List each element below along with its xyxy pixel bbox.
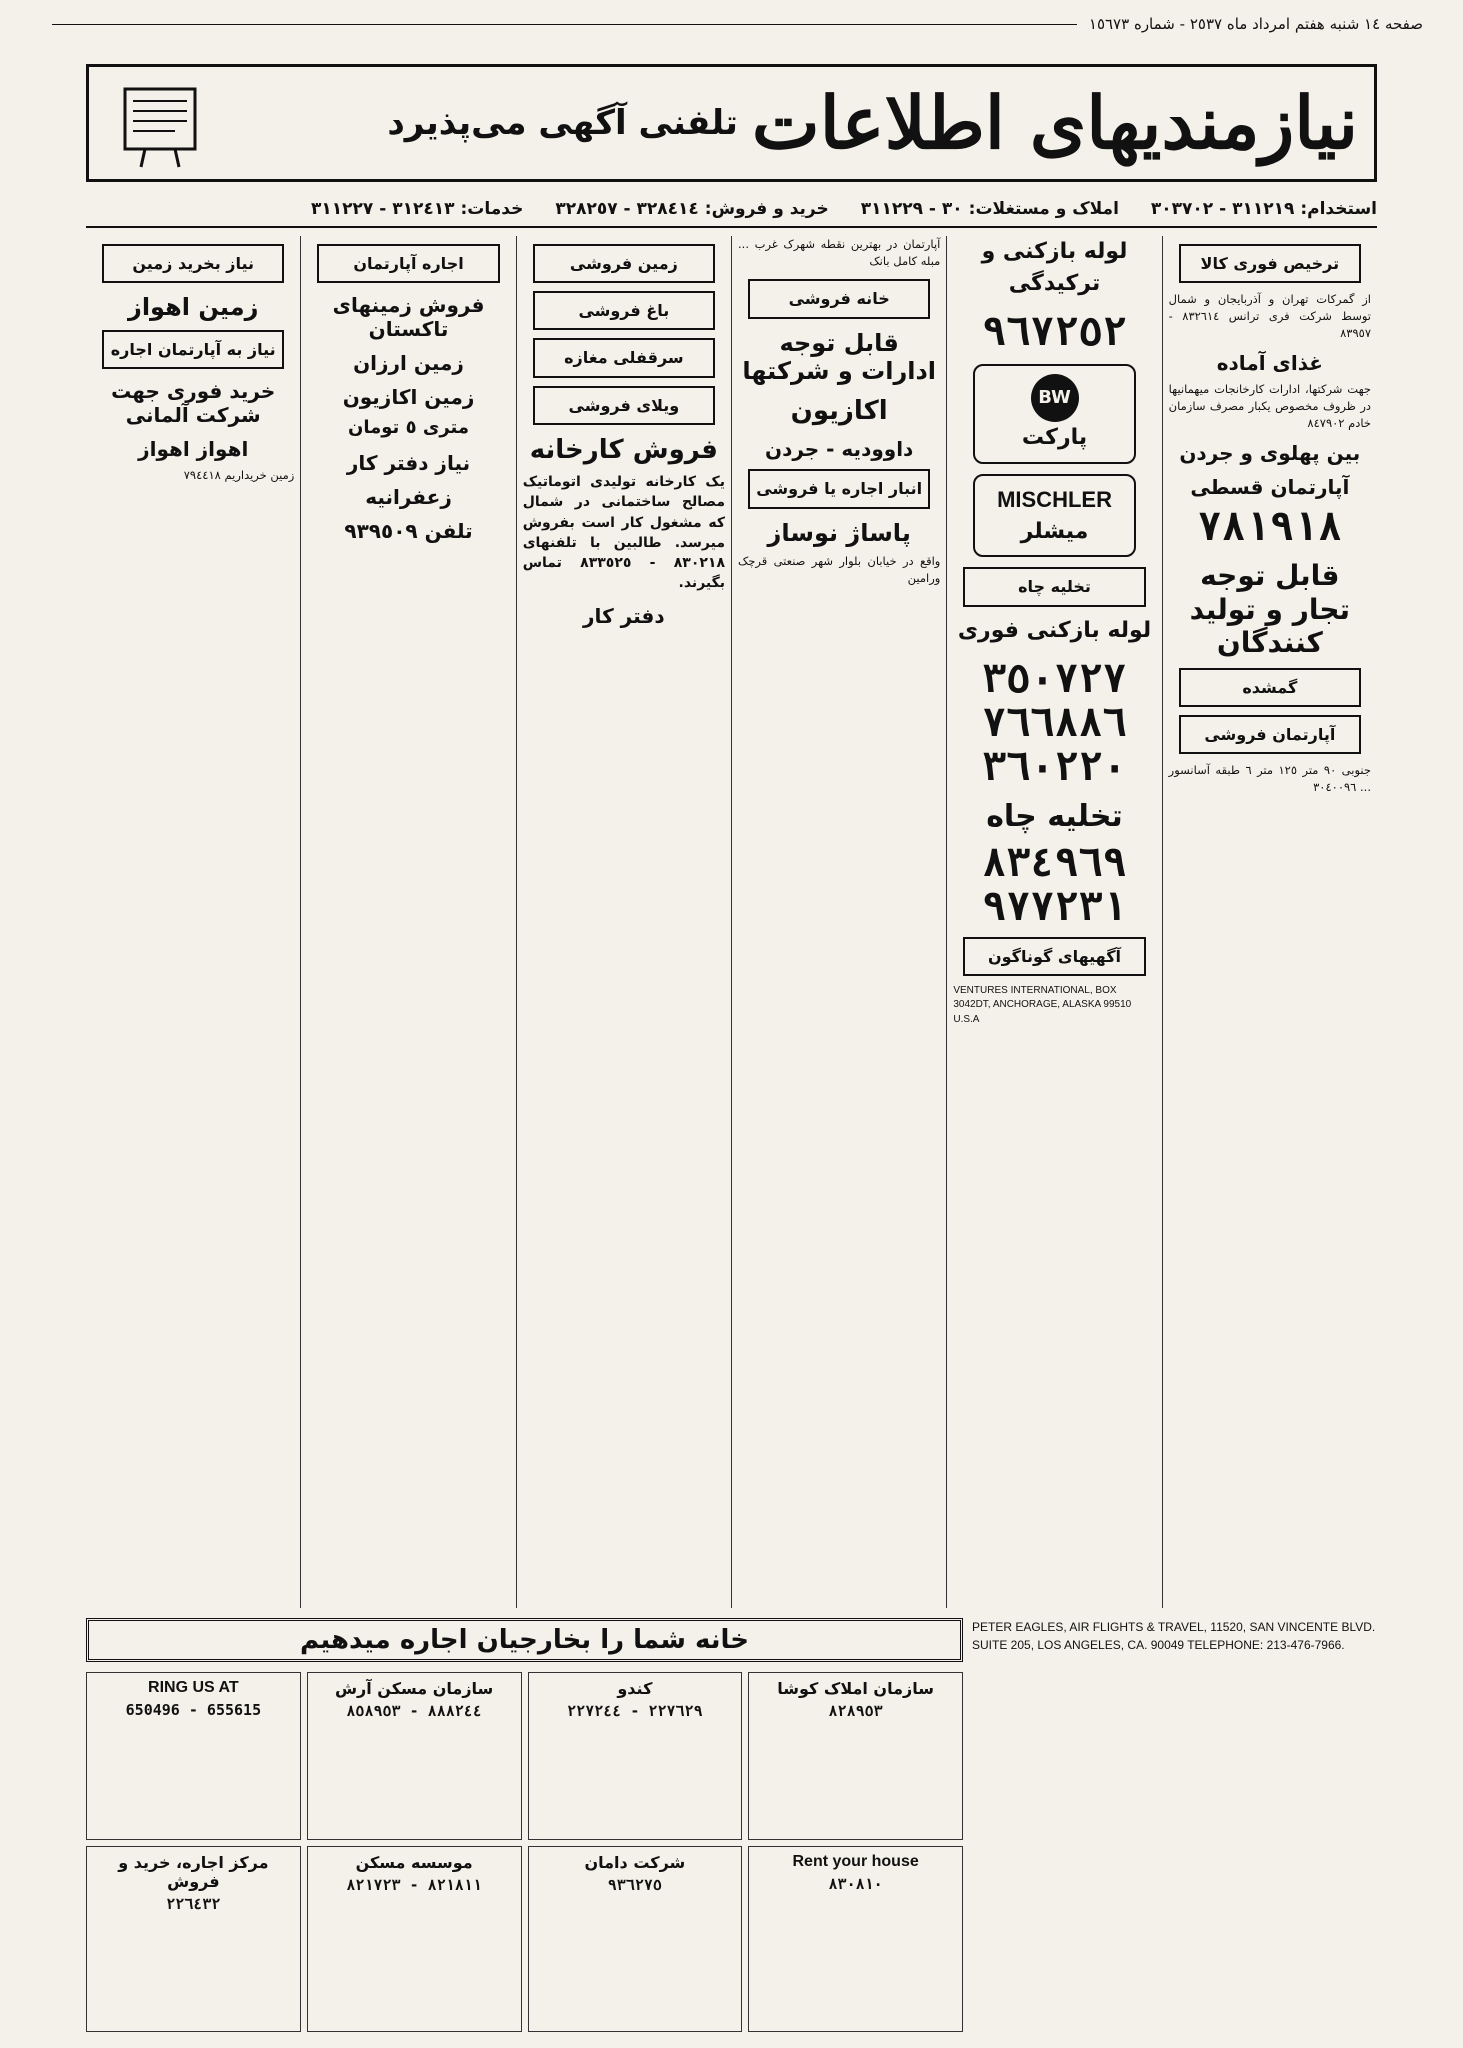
- page-label: صفحه ١٤ شنبه هفتم امرداد ماه ٢٥٣٧ - شماره ١٥٦٧٣: [1088, 15, 1423, 33]
- ad-title: باغ فروشی: [533, 291, 715, 330]
- page-header-line: [40, 14, 1423, 34]
- bottom-ad: موسسه مسکن ٨٢١٨١١ - ٨٢١٧٢٣: [307, 1846, 522, 2033]
- ad-text: متری ٥ تومان: [348, 417, 470, 439]
- mischler-logo-icon: MISCHLER: [997, 486, 1112, 512]
- bottom-ad: RING US AT 655615 - 650496: [86, 1672, 301, 1840]
- newspaper-reader-icon: [105, 75, 215, 171]
- ad-title: فروش کارخانه: [529, 434, 718, 465]
- ad-text: جنوبی ٩٠ متر ١٢٥ متر ٦ طبقه آسانسور ... ٣٠٤٠٠٩٦: [1168, 763, 1371, 795]
- ad-title: دفتر کار: [583, 603, 665, 628]
- phone-group: خدمات:٣١٢٤١٣ - ٣١١٢٢٧: [311, 199, 524, 219]
- ad-title: سرقفلی مغازه: [533, 338, 715, 377]
- bottom-banner: خانه شما را بخارجیان اجاره میدهیم: [86, 1618, 963, 1662]
- ad-title: قابل توجه تجار و تولید کنندگان: [1189, 559, 1351, 660]
- ad-title: گمشده: [1179, 668, 1361, 707]
- bw-logo-icon: BW: [1031, 374, 1079, 422]
- phone-group: استخدام:٣١١٢١٩ - ٣٠٣٧٠٢: [1150, 199, 1377, 219]
- ad-title: اکازیون: [790, 396, 888, 427]
- ad-title: انبار اجاره یا فروشی: [748, 469, 930, 508]
- column-2: [946, 236, 1161, 1608]
- bottom-ad: سازمان املاک کوشا ٨٢٨٩٥٣: [748, 1672, 963, 1840]
- ad-title: آپارتمان قسطی: [1190, 475, 1350, 500]
- ad-title: آگهیهای گوناگون: [963, 937, 1145, 976]
- ad-title: اجاره آپارتمان: [317, 244, 499, 283]
- ad-title: زمین ارزان: [353, 351, 464, 376]
- header-rule: [52, 24, 1077, 25]
- ad-phone-number: تلفن ٩٣٩٥٠٩: [344, 519, 473, 544]
- phone-directory: [86, 192, 1377, 228]
- masthead-subtitle: تلفنی آگهی می‌پذیرد: [387, 103, 738, 143]
- ad-title: ویلای فروشی: [533, 386, 715, 425]
- ad-phone-number: ٧٨١٩١٨: [1197, 504, 1343, 551]
- ad-text: لوله بازکنی فوری: [957, 617, 1152, 643]
- ad-text: لوله بازکنی و ترکیدگی: [981, 239, 1128, 296]
- ad-text: واقع در خیابان بلوار شهر صنعتی قرچک ورامین: [738, 554, 941, 585]
- ad-title: ترخیص فوری کالا: [1179, 244, 1361, 283]
- bottom-ad: کندو ٢٢٧٦٢٩ - ٢٢٧٢٤٤: [528, 1672, 743, 1840]
- ad-phone-number: ٨٣٤٩٦٩: [982, 839, 1127, 886]
- bottom-ad: سازمان مسکن آرش ٨٨٨٢٤٤ - ٨٥٨٩٥٣: [307, 1672, 522, 1840]
- ad-title: خانه فروشی: [748, 279, 930, 318]
- ad-phone-number: ٩٦٧٢٥٢: [982, 308, 1127, 355]
- ad-text: از گمرکات تهران و آذربایجان و شمال توسط شرکت فری ترانس ٨٣٢٦١٤ - ٨٣٩٥٧: [1168, 292, 1371, 340]
- ad-title: تخلیه چاه: [963, 567, 1145, 606]
- column-4: [516, 236, 731, 1608]
- ad-title: غذای آماده: [1216, 351, 1323, 376]
- bottom-right-ads: [972, 1618, 1377, 2032]
- ad-text: یک کارخانه تولیدی اتوماتیک مصالح ساختمانی در شمال که مشغول کار است بفروش میرسد. طالبین با تلفنهای ٨٣٠٢١٨ - ٨٣٣٥٢٥ تماس بگیرند.: [522, 473, 726, 592]
- ad-text: زمین خریداریم ٧٩٤٤١٨: [183, 468, 295, 483]
- ad-title: قابل توجه ادارات و شرکتها: [742, 328, 937, 386]
- ad-title: زمین اهواز: [128, 293, 259, 322]
- ad-text: آپارتمان در بهترین نقطه شهرک غرب ... مبله کامل بانک: [738, 237, 941, 268]
- bottom-ad: شرکت دامان ٩٣٦٢٧٥: [528, 1846, 743, 2033]
- ad-title: نیاز بخرید زمین: [102, 244, 284, 283]
- bottom-ads-grid: [86, 1672, 963, 2032]
- ad-text: PETER EAGLES, AIR FLIGHTS & TRAVEL, 11520, SAN VINCENTE BLVD. SUITE 205, LOS ANGELES, CA. 90049 TELEPHONE: 213-476-7966.: [972, 1620, 1376, 1652]
- column-1: [1162, 236, 1377, 1608]
- classified-columns: [86, 236, 1377, 1608]
- ad-phone-number: ٣٥٠٧٢٧: [982, 655, 1127, 702]
- ad-title: میشلر: [1020, 518, 1089, 544]
- ad-title: نیاز به آپارتمان اجاره: [102, 330, 284, 369]
- ad-phone-number: ٩٧٧٢٣١: [982, 883, 1127, 930]
- ad-phone-number: ٧٦٦٨٨٦: [982, 699, 1127, 746]
- column-6: [86, 236, 300, 1608]
- ad-phone-number: ٣٦٠٢٢٠: [982, 743, 1127, 790]
- ad-title: آپارتمان فروشی: [1179, 715, 1361, 754]
- ad-title: زمین اکازیون: [342, 385, 475, 410]
- ad-title: پارکت: [1021, 424, 1088, 450]
- phone-group: املاک و مستغلات:٣٠ - ٣١١٢٢٩: [860, 199, 1119, 219]
- column-3: [731, 236, 946, 1608]
- ad-title: زمین فروشی: [533, 244, 715, 283]
- masthead-title: نیازمندیهای اطلاعات: [751, 80, 1358, 165]
- ad-title: پاساژ نوساز: [767, 518, 911, 547]
- bottom-ad: مرکز اجاره، خرید و فروش ٢٢٦٤٣٢: [86, 1846, 301, 2033]
- ad-text: جهت شرکتها، ادارات کارخانجات میهمانیها در ظروف مخصوص یکبار مصرف سازمان خادم ٨٤٧٩٠٢: [1168, 382, 1371, 430]
- ad-title: زعفرانیه: [365, 485, 452, 510]
- ad-title: نیاز دفتر کار: [346, 451, 471, 476]
- ad-title: تخلیه چاه: [986, 798, 1123, 834]
- ad-title: بین پهلوی و جردن: [1179, 441, 1361, 466]
- ad-title: فروش زمینهای تاکستان: [332, 293, 485, 342]
- ad-title: خرید فوری جهت شرکت آلمانی: [111, 379, 276, 428]
- ad-title: اهواز اهواز: [138, 437, 249, 462]
- ad-text: VENTURES INTERNATIONAL, BOX 3042DT, ANCHORAGE, ALASKA 99510 U.S.A: [953, 984, 1132, 1025]
- phone-group: خرید و فروش:٣٢٨٤١٤ - ٣٢٨٢٥٧: [555, 199, 829, 219]
- column-5: [300, 236, 515, 1608]
- mischler-ad-logo: [973, 474, 1135, 558]
- bottom-ad: Rent your house ٨٣٠٨١٠: [748, 1846, 963, 2033]
- ad-title: داوودیه - جردن: [765, 437, 914, 462]
- masthead: [86, 64, 1377, 182]
- parquet-ad-logo: [973, 364, 1135, 464]
